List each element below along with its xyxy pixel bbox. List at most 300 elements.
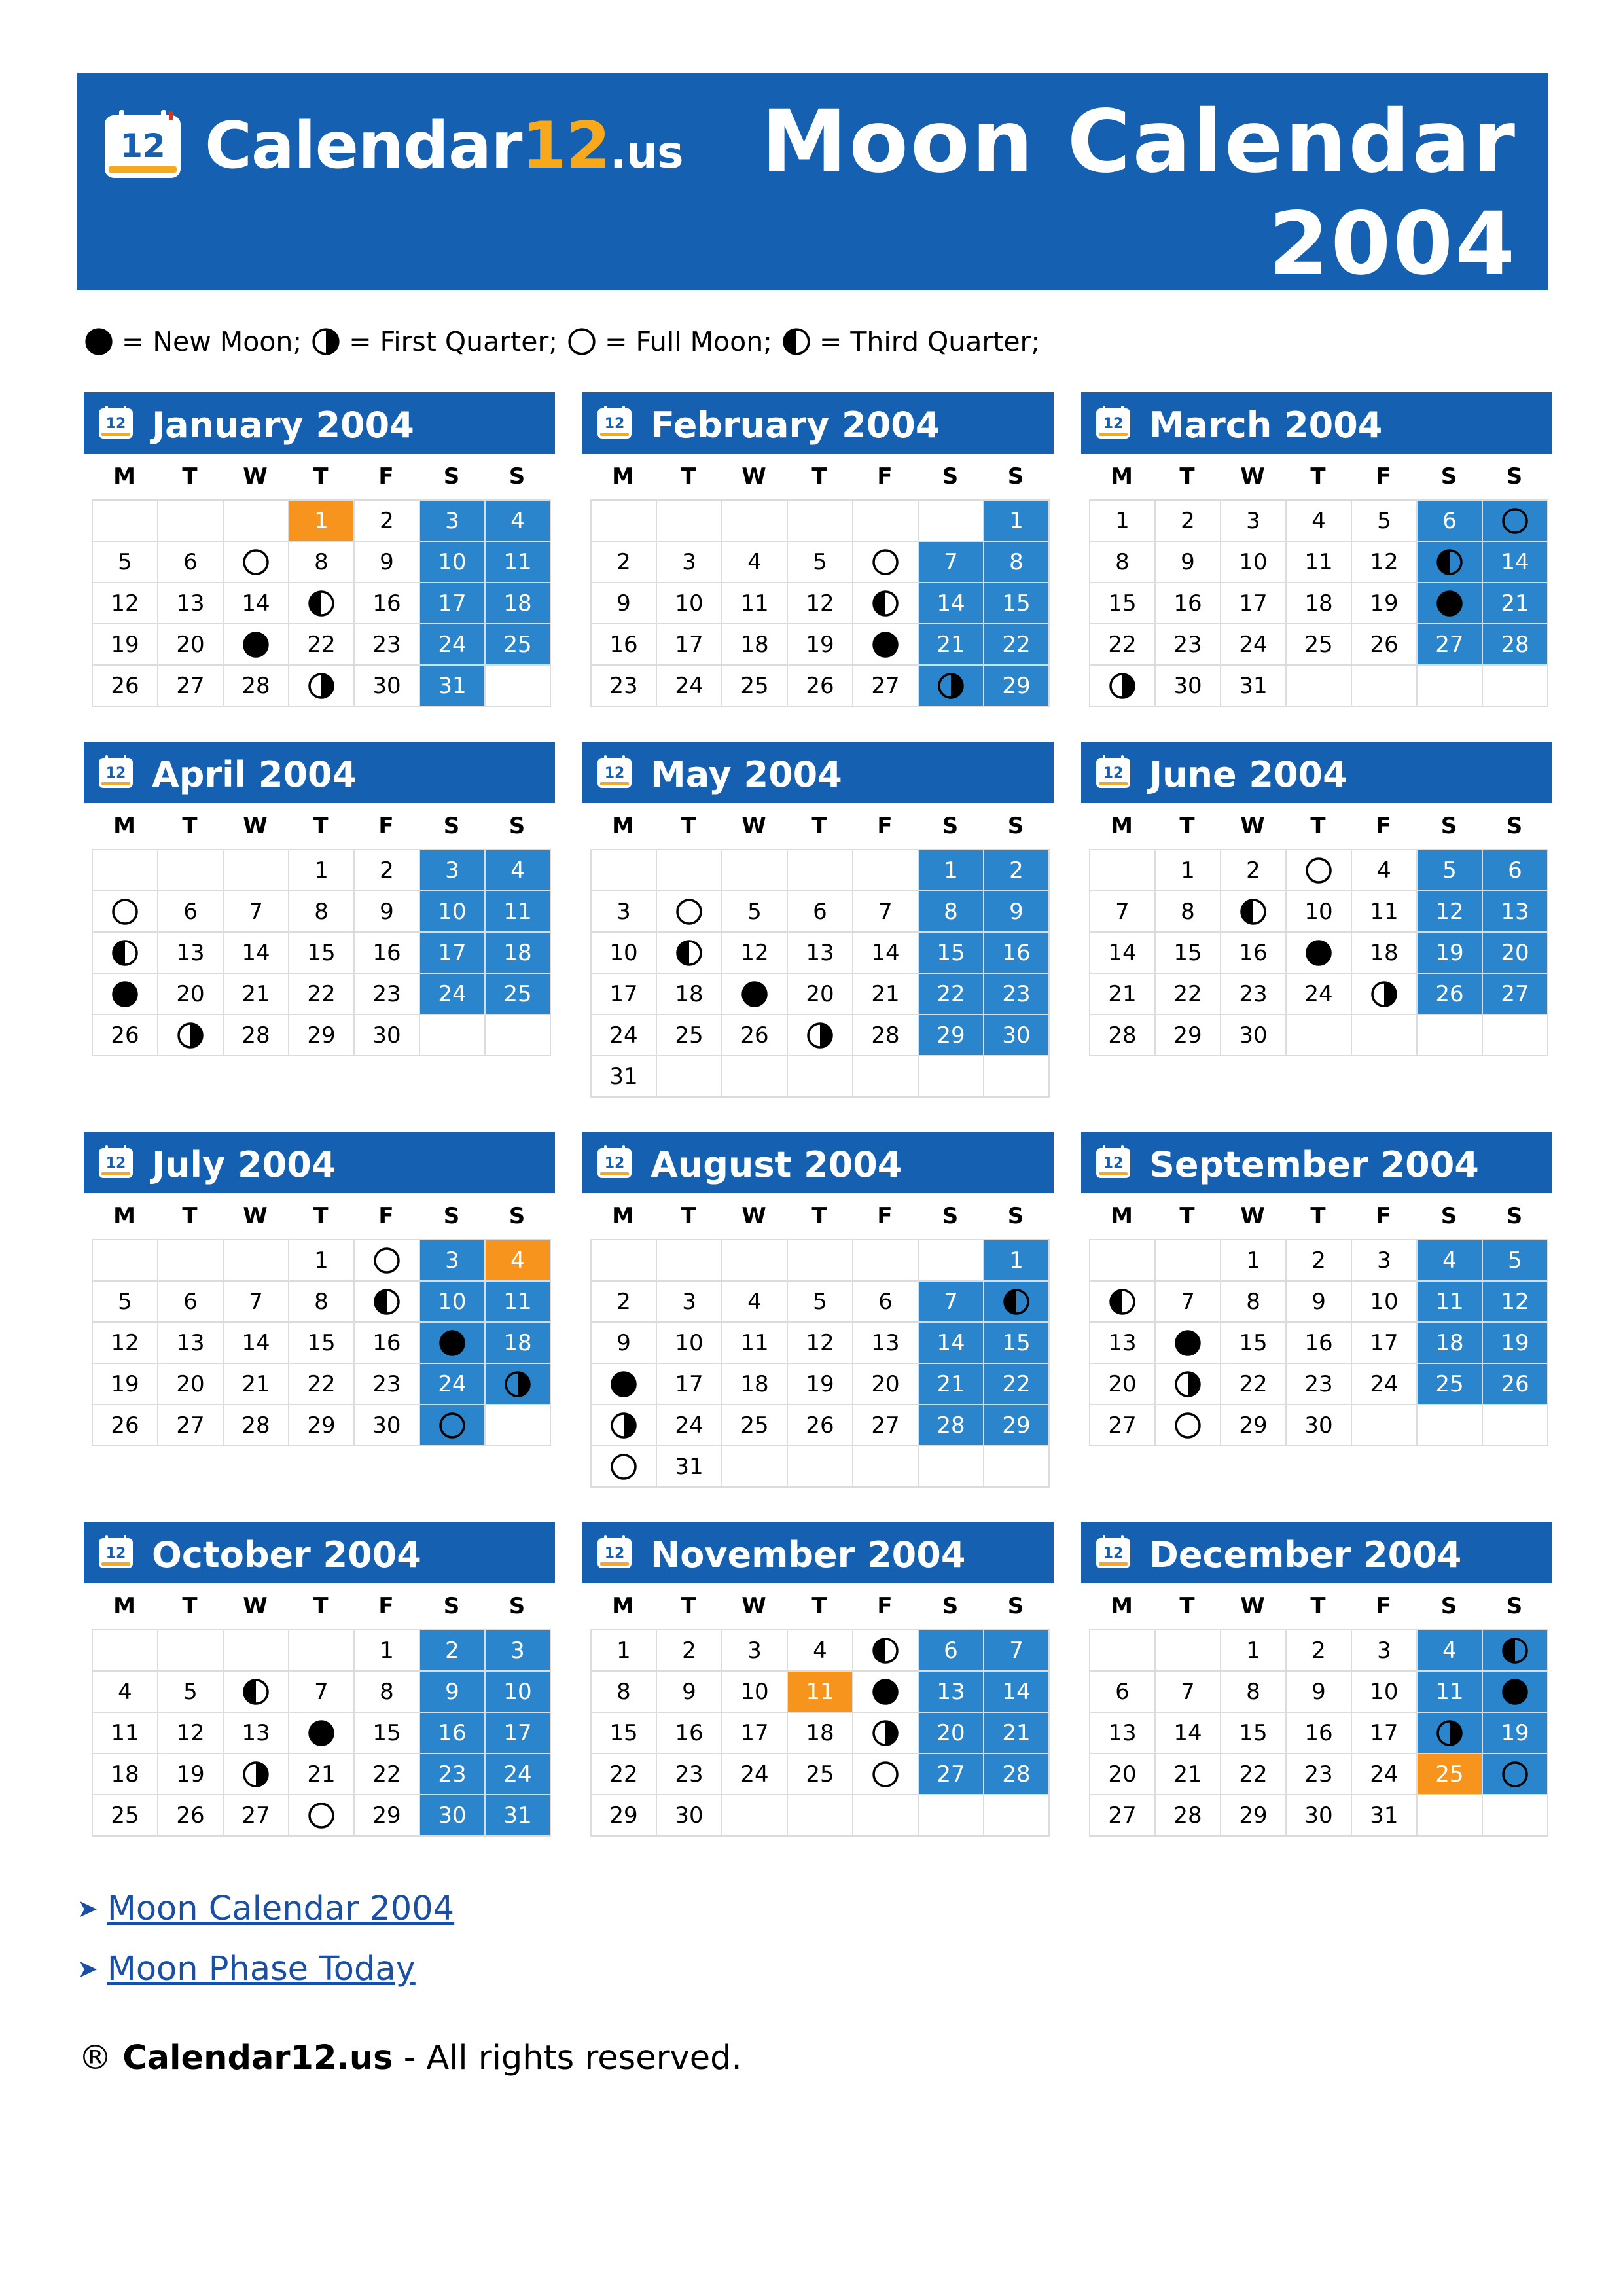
day-cell[interactable]: 4 xyxy=(485,500,550,541)
day-cell[interactable] xyxy=(656,932,722,973)
day-cell[interactable]: 21 xyxy=(918,624,984,665)
day-cell[interactable]: 11 xyxy=(485,891,550,932)
day-cell[interactable]: 12 xyxy=(92,1322,158,1363)
day-cell[interactable]: 26 xyxy=(1351,624,1417,665)
day-cell[interactable]: 20 xyxy=(918,1712,984,1753)
day-cell[interactable]: 8 xyxy=(591,1671,656,1712)
day-cell[interactable]: 30 xyxy=(1155,665,1221,706)
day-cell[interactable]: 20 xyxy=(1090,1363,1155,1405)
day-cell[interactable] xyxy=(591,1363,656,1405)
day-cell[interactable]: 29 xyxy=(289,1405,354,1446)
day-cell[interactable]: 27 xyxy=(1417,624,1482,665)
day-cell[interactable]: 16 xyxy=(1155,583,1221,624)
day-cell[interactable]: 15 xyxy=(354,1712,419,1753)
day-cell[interactable]: 10 xyxy=(419,891,485,932)
day-cell[interactable]: 2 xyxy=(419,1630,485,1671)
day-cell[interactable] xyxy=(289,1712,354,1753)
day-cell[interactable]: 18 xyxy=(722,1363,787,1405)
day-cell[interactable]: 2 xyxy=(984,850,1049,891)
day-cell[interactable]: 5 xyxy=(787,541,853,583)
day-cell[interactable] xyxy=(1090,1281,1155,1322)
day-cell[interactable]: 16 xyxy=(656,1712,722,1753)
day-cell[interactable]: 2 xyxy=(1221,850,1286,891)
day-cell[interactable]: 29 xyxy=(354,1795,419,1836)
day-cell[interactable]: 16 xyxy=(591,624,656,665)
day-cell[interactable]: 20 xyxy=(158,624,223,665)
day-cell[interactable]: 15 xyxy=(289,1322,354,1363)
day-cell[interactable]: 1 xyxy=(1221,1630,1286,1671)
day-cell[interactable]: 28 xyxy=(853,1014,918,1056)
day-cell[interactable] xyxy=(591,1446,656,1487)
day-cell[interactable] xyxy=(223,624,289,665)
day-cell[interactable]: 21 xyxy=(223,973,289,1014)
day-cell[interactable]: 24 xyxy=(1221,624,1286,665)
day-cell[interactable]: 13 xyxy=(787,932,853,973)
day-cell[interactable]: 13 xyxy=(1090,1322,1155,1363)
day-cell[interactable]: 10 xyxy=(485,1671,550,1712)
day-cell[interactable]: 12 xyxy=(787,583,853,624)
day-cell[interactable]: 18 xyxy=(1286,583,1351,624)
day-cell[interactable]: 16 xyxy=(1221,932,1286,973)
day-cell[interactable]: 30 xyxy=(984,1014,1049,1056)
day-cell[interactable]: 9 xyxy=(984,891,1049,932)
day-cell[interactable]: 15 xyxy=(591,1712,656,1753)
day-cell[interactable] xyxy=(591,1405,656,1446)
day-cell[interactable] xyxy=(92,932,158,973)
day-cell[interactable] xyxy=(787,1014,853,1056)
day-cell[interactable]: 25 xyxy=(92,1795,158,1836)
day-cell[interactable] xyxy=(354,1281,419,1322)
day-cell[interactable]: 28 xyxy=(223,665,289,706)
day-cell[interactable]: 6 xyxy=(158,541,223,583)
day-cell[interactable]: 4 xyxy=(1417,1240,1482,1281)
day-cell[interactable]: 4 xyxy=(787,1630,853,1671)
day-cell[interactable]: 22 xyxy=(918,973,984,1014)
moon-phase-today-link[interactable]: Moon Phase Today xyxy=(107,1949,416,1988)
day-cell[interactable] xyxy=(1417,541,1482,583)
day-cell[interactable]: 14 xyxy=(918,1322,984,1363)
day-cell[interactable]: 22 xyxy=(289,1363,354,1405)
day-cell[interactable]: 5 xyxy=(1482,1240,1548,1281)
day-cell[interactable]: 2 xyxy=(354,500,419,541)
day-cell[interactable]: 11 xyxy=(722,583,787,624)
day-cell[interactable]: 4 xyxy=(1286,500,1351,541)
day-cell[interactable]: 10 xyxy=(1351,1281,1417,1322)
day-cell[interactable]: 5 xyxy=(92,541,158,583)
day-cell[interactable]: 13 xyxy=(158,932,223,973)
day-cell[interactable]: 9 xyxy=(1286,1281,1351,1322)
day-cell[interactable]: 7 xyxy=(223,1281,289,1322)
day-cell[interactable]: 6 xyxy=(918,1630,984,1671)
day-cell[interactable] xyxy=(1286,850,1351,891)
day-cell[interactable]: 20 xyxy=(1482,932,1548,973)
day-cell[interactable]: 26 xyxy=(92,665,158,706)
day-cell[interactable]: 31 xyxy=(1351,1795,1417,1836)
day-cell[interactable]: 18 xyxy=(485,583,550,624)
day-cell[interactable]: 17 xyxy=(656,1363,722,1405)
day-cell[interactable]: 15 xyxy=(289,932,354,973)
day-cell[interactable]: 27 xyxy=(1090,1795,1155,1836)
day-cell[interactable]: 15 xyxy=(1155,932,1221,973)
day-cell[interactable]: 7 xyxy=(918,1281,984,1322)
day-cell[interactable]: 7 xyxy=(1090,891,1155,932)
day-cell[interactable]: 30 xyxy=(1286,1795,1351,1836)
day-cell[interactable]: 2 xyxy=(354,850,419,891)
day-cell[interactable]: 22 xyxy=(984,624,1049,665)
day-cell[interactable]: 7 xyxy=(984,1630,1049,1671)
day-cell[interactable]: 11 xyxy=(485,541,550,583)
day-cell[interactable]: 26 xyxy=(722,1014,787,1056)
day-cell[interactable]: 21 xyxy=(1090,973,1155,1014)
day-cell[interactable]: 7 xyxy=(918,541,984,583)
day-cell[interactable]: 3 xyxy=(591,891,656,932)
day-cell[interactable]: 27 xyxy=(223,1795,289,1836)
day-cell[interactable]: 27 xyxy=(158,665,223,706)
day-cell[interactable]: 22 xyxy=(289,624,354,665)
day-cell[interactable]: 3 xyxy=(419,850,485,891)
day-cell[interactable] xyxy=(656,891,722,932)
day-cell[interactable] xyxy=(1417,583,1482,624)
day-cell[interactable]: 28 xyxy=(1090,1014,1155,1056)
day-cell[interactable]: 14 xyxy=(1482,541,1548,583)
day-cell[interactable] xyxy=(1155,1322,1221,1363)
day-cell[interactable]: 12 xyxy=(1351,541,1417,583)
day-cell[interactable]: 25 xyxy=(1286,624,1351,665)
day-cell[interactable] xyxy=(853,583,918,624)
day-cell[interactable] xyxy=(158,1014,223,1056)
day-cell[interactable]: 7 xyxy=(289,1671,354,1712)
day-cell[interactable]: 1 xyxy=(289,500,354,541)
day-cell[interactable]: 10 xyxy=(1221,541,1286,583)
day-cell[interactable]: 9 xyxy=(591,583,656,624)
day-cell[interactable]: 28 xyxy=(1482,624,1548,665)
day-cell[interactable]: 5 xyxy=(787,1281,853,1322)
day-cell[interactable]: 24 xyxy=(722,1753,787,1795)
day-cell[interactable]: 21 xyxy=(853,973,918,1014)
day-cell[interactable]: 15 xyxy=(1221,1712,1286,1753)
day-cell[interactable]: 28 xyxy=(1155,1795,1221,1836)
day-cell[interactable]: 9 xyxy=(354,891,419,932)
day-cell[interactable]: 8 xyxy=(289,541,354,583)
day-cell[interactable]: 26 xyxy=(787,1405,853,1446)
day-cell[interactable]: 22 xyxy=(1090,624,1155,665)
day-cell[interactable]: 24 xyxy=(419,624,485,665)
day-cell[interactable] xyxy=(1286,932,1351,973)
day-cell[interactable]: 21 xyxy=(223,1363,289,1405)
day-cell[interactable]: 31 xyxy=(419,665,485,706)
day-cell[interactable] xyxy=(1482,1671,1548,1712)
day-cell[interactable]: 16 xyxy=(354,932,419,973)
day-cell[interactable]: 23 xyxy=(419,1753,485,1795)
day-cell[interactable] xyxy=(853,624,918,665)
day-cell[interactable] xyxy=(92,973,158,1014)
day-cell[interactable]: 29 xyxy=(289,1014,354,1056)
day-cell[interactable]: 5 xyxy=(92,1281,158,1322)
day-cell[interactable]: 30 xyxy=(419,1795,485,1836)
day-cell[interactable]: 19 xyxy=(787,1363,853,1405)
day-cell[interactable]: 10 xyxy=(656,583,722,624)
day-cell[interactable]: 11 xyxy=(1417,1671,1482,1712)
day-cell[interactable] xyxy=(92,891,158,932)
day-cell[interactable]: 28 xyxy=(918,1405,984,1446)
day-cell[interactable]: 9 xyxy=(354,541,419,583)
day-cell[interactable]: 11 xyxy=(485,1281,550,1322)
day-cell[interactable] xyxy=(1155,1405,1221,1446)
day-cell[interactable]: 3 xyxy=(1351,1240,1417,1281)
day-cell[interactable]: 30 xyxy=(1221,1014,1286,1056)
brand-logo-text[interactable] xyxy=(205,107,683,192)
day-cell[interactable]: 10 xyxy=(419,541,485,583)
day-cell[interactable]: 25 xyxy=(485,624,550,665)
day-cell[interactable]: 20 xyxy=(853,1363,918,1405)
day-cell[interactable]: 11 xyxy=(722,1322,787,1363)
day-cell[interactable]: 19 xyxy=(158,1753,223,1795)
day-cell[interactable]: 11 xyxy=(787,1671,853,1712)
day-cell[interactable]: 29 xyxy=(918,1014,984,1056)
day-cell[interactable]: 17 xyxy=(419,932,485,973)
day-cell[interactable] xyxy=(1482,1630,1548,1671)
day-cell[interactable]: 11 xyxy=(1417,1281,1482,1322)
day-cell[interactable]: 5 xyxy=(158,1671,223,1712)
day-cell[interactable]: 3 xyxy=(1351,1630,1417,1671)
day-cell[interactable]: 23 xyxy=(591,665,656,706)
day-cell[interactable]: 17 xyxy=(485,1712,550,1753)
day-cell[interactable]: 19 xyxy=(1482,1322,1548,1363)
day-cell[interactable] xyxy=(984,1281,1049,1322)
day-cell[interactable]: 15 xyxy=(1221,1322,1286,1363)
day-cell[interactable]: 23 xyxy=(1221,973,1286,1014)
day-cell[interactable]: 24 xyxy=(656,1405,722,1446)
day-cell[interactable]: 26 xyxy=(158,1795,223,1836)
day-cell[interactable]: 28 xyxy=(984,1753,1049,1795)
day-cell[interactable]: 15 xyxy=(1090,583,1155,624)
day-cell[interactable]: 1 xyxy=(1155,850,1221,891)
day-cell[interactable]: 22 xyxy=(289,973,354,1014)
day-cell[interactable]: 26 xyxy=(92,1014,158,1056)
day-cell[interactable]: 3 xyxy=(485,1630,550,1671)
day-cell[interactable]: 1 xyxy=(289,1240,354,1281)
day-cell[interactable]: 7 xyxy=(223,891,289,932)
day-cell[interactable]: 4 xyxy=(1417,1630,1482,1671)
day-cell[interactable]: 29 xyxy=(984,1405,1049,1446)
day-cell[interactable] xyxy=(289,665,354,706)
day-cell[interactable]: 27 xyxy=(1482,973,1548,1014)
day-cell[interactable]: 29 xyxy=(1221,1405,1286,1446)
day-cell[interactable]: 14 xyxy=(223,1322,289,1363)
day-cell[interactable]: 4 xyxy=(1351,850,1417,891)
day-cell[interactable]: 17 xyxy=(591,973,656,1014)
day-cell[interactable]: 31 xyxy=(485,1795,550,1836)
day-cell[interactable]: 13 xyxy=(918,1671,984,1712)
day-cell[interactable]: 1 xyxy=(1090,500,1155,541)
day-cell[interactable]: 22 xyxy=(1155,973,1221,1014)
day-cell[interactable]: 7 xyxy=(1155,1281,1221,1322)
day-cell[interactable]: 23 xyxy=(656,1753,722,1795)
day-cell[interactable]: 12 xyxy=(722,932,787,973)
day-cell[interactable]: 6 xyxy=(1482,850,1548,891)
day-cell[interactable]: 16 xyxy=(354,583,419,624)
day-cell[interactable]: 22 xyxy=(1221,1753,1286,1795)
day-cell[interactable] xyxy=(918,665,984,706)
day-cell[interactable]: 21 xyxy=(1155,1753,1221,1795)
day-cell[interactable] xyxy=(485,1363,550,1405)
day-cell[interactable]: 13 xyxy=(223,1712,289,1753)
day-cell[interactable]: 21 xyxy=(289,1753,354,1795)
day-cell[interactable]: 18 xyxy=(787,1712,853,1753)
day-cell[interactable]: 14 xyxy=(853,932,918,973)
day-cell[interactable]: 8 xyxy=(918,891,984,932)
day-cell[interactable]: 2 xyxy=(1286,1630,1351,1671)
day-cell[interactable]: 7 xyxy=(1155,1671,1221,1712)
day-cell[interactable]: 3 xyxy=(1221,500,1286,541)
day-cell[interactable]: 1 xyxy=(984,500,1049,541)
day-cell[interactable]: 23 xyxy=(1286,1363,1351,1405)
day-cell[interactable] xyxy=(722,973,787,1014)
day-cell[interactable]: 19 xyxy=(92,624,158,665)
day-cell[interactable]: 30 xyxy=(354,665,419,706)
day-cell[interactable]: 1 xyxy=(918,850,984,891)
day-cell[interactable]: 30 xyxy=(354,1405,419,1446)
day-cell[interactable]: 14 xyxy=(1155,1712,1221,1753)
day-cell[interactable]: 16 xyxy=(419,1712,485,1753)
day-cell[interactable]: 7 xyxy=(853,891,918,932)
day-cell[interactable]: 29 xyxy=(1221,1795,1286,1836)
day-cell[interactable]: 24 xyxy=(1286,973,1351,1014)
day-cell[interactable] xyxy=(853,1753,918,1795)
day-cell[interactable]: 31 xyxy=(656,1446,722,1487)
day-cell[interactable] xyxy=(419,1405,485,1446)
day-cell[interactable]: 17 xyxy=(656,624,722,665)
day-cell[interactable]: 1 xyxy=(984,1240,1049,1281)
day-cell[interactable]: 22 xyxy=(1221,1363,1286,1405)
day-cell[interactable]: 4 xyxy=(722,541,787,583)
day-cell[interactable]: 1 xyxy=(354,1630,419,1671)
day-cell[interactable]: 1 xyxy=(591,1630,656,1671)
day-cell[interactable]: 9 xyxy=(1286,1671,1351,1712)
day-cell[interactable]: 16 xyxy=(1286,1712,1351,1753)
day-cell[interactable]: 23 xyxy=(1286,1753,1351,1795)
day-cell[interactable]: 3 xyxy=(656,541,722,583)
day-cell[interactable]: 20 xyxy=(158,1363,223,1405)
day-cell[interactable]: 4 xyxy=(485,850,550,891)
day-cell[interactable]: 6 xyxy=(787,891,853,932)
day-cell[interactable] xyxy=(354,1240,419,1281)
day-cell[interactable]: 4 xyxy=(722,1281,787,1322)
day-cell[interactable]: 13 xyxy=(158,583,223,624)
day-cell[interactable] xyxy=(1090,665,1155,706)
day-cell[interactable]: 14 xyxy=(918,583,984,624)
day-cell[interactable]: 18 xyxy=(722,624,787,665)
day-cell[interactable]: 13 xyxy=(1482,891,1548,932)
day-cell[interactable]: 4 xyxy=(92,1671,158,1712)
day-cell[interactable]: 2 xyxy=(1155,500,1221,541)
day-cell[interactable]: 10 xyxy=(1286,891,1351,932)
day-cell[interactable]: 2 xyxy=(1286,1240,1351,1281)
day-cell[interactable]: 24 xyxy=(419,973,485,1014)
day-cell[interactable]: 15 xyxy=(918,932,984,973)
day-cell[interactable]: 1 xyxy=(289,850,354,891)
day-cell[interactable]: 27 xyxy=(158,1405,223,1446)
day-cell[interactable]: 20 xyxy=(1090,1753,1155,1795)
day-cell[interactable]: 1 xyxy=(1221,1240,1286,1281)
day-cell[interactable]: 24 xyxy=(485,1753,550,1795)
day-cell[interactable] xyxy=(1482,500,1548,541)
day-cell[interactable]: 14 xyxy=(984,1671,1049,1712)
day-cell[interactable]: 19 xyxy=(787,624,853,665)
day-cell[interactable]: 19 xyxy=(1482,1712,1548,1753)
day-cell[interactable]: 3 xyxy=(656,1281,722,1322)
day-cell[interactable]: 25 xyxy=(1417,1753,1482,1795)
day-cell[interactable]: 25 xyxy=(485,973,550,1014)
day-cell[interactable]: 2 xyxy=(591,1281,656,1322)
day-cell[interactable]: 22 xyxy=(354,1753,419,1795)
day-cell[interactable]: 23 xyxy=(354,1363,419,1405)
day-cell[interactable]: 25 xyxy=(722,1405,787,1446)
day-cell[interactable]: 11 xyxy=(1286,541,1351,583)
day-cell[interactable] xyxy=(289,583,354,624)
day-cell[interactable]: 9 xyxy=(656,1671,722,1712)
day-cell[interactable]: 23 xyxy=(354,624,419,665)
day-cell[interactable]: 12 xyxy=(92,583,158,624)
day-cell[interactable]: 18 xyxy=(485,932,550,973)
day-cell[interactable] xyxy=(1155,1363,1221,1405)
day-cell[interactable]: 29 xyxy=(984,665,1049,706)
day-cell[interactable]: 13 xyxy=(1090,1712,1155,1753)
day-cell[interactable] xyxy=(853,1712,918,1753)
day-cell[interactable] xyxy=(223,541,289,583)
day-cell[interactable]: 17 xyxy=(1351,1322,1417,1363)
day-cell[interactable]: 26 xyxy=(92,1405,158,1446)
day-cell[interactable]: 25 xyxy=(722,665,787,706)
day-cell[interactable]: 27 xyxy=(853,1405,918,1446)
day-cell[interactable]: 3 xyxy=(419,500,485,541)
day-cell[interactable]: 17 xyxy=(419,583,485,624)
day-cell[interactable]: 14 xyxy=(223,932,289,973)
day-cell[interactable]: 23 xyxy=(354,973,419,1014)
day-cell[interactable]: 30 xyxy=(1286,1405,1351,1446)
day-cell[interactable]: 26 xyxy=(1417,973,1482,1014)
day-cell[interactable] xyxy=(419,1322,485,1363)
day-cell[interactable]: 15 xyxy=(984,1322,1049,1363)
day-cell[interactable] xyxy=(223,1753,289,1795)
day-cell[interactable]: 26 xyxy=(1482,1363,1548,1405)
day-cell[interactable]: 30 xyxy=(354,1014,419,1056)
day-cell[interactable]: 14 xyxy=(1090,932,1155,973)
day-cell[interactable] xyxy=(289,1795,354,1836)
day-cell[interactable]: 8 xyxy=(1221,1671,1286,1712)
day-cell[interactable]: 25 xyxy=(656,1014,722,1056)
day-cell[interactable]: 27 xyxy=(1090,1405,1155,1446)
day-cell[interactable]: 5 xyxy=(722,891,787,932)
day-cell[interactable]: 8 xyxy=(1221,1281,1286,1322)
day-cell[interactable]: 29 xyxy=(591,1795,656,1836)
day-cell[interactable]: 13 xyxy=(158,1322,223,1363)
day-cell[interactable]: 12 xyxy=(787,1322,853,1363)
day-cell[interactable]: 14 xyxy=(223,583,289,624)
day-cell[interactable]: 28 xyxy=(223,1405,289,1446)
day-cell[interactable]: 3 xyxy=(419,1240,485,1281)
moon-calendar-link[interactable]: Moon Calendar 2004 xyxy=(107,1889,455,1928)
day-cell[interactable]: 25 xyxy=(1417,1363,1482,1405)
day-cell[interactable]: 6 xyxy=(158,1281,223,1322)
day-cell[interactable]: 19 xyxy=(1351,583,1417,624)
day-cell[interactable]: 27 xyxy=(918,1753,984,1795)
day-cell[interactable]: 10 xyxy=(656,1322,722,1363)
day-cell[interactable]: 18 xyxy=(485,1322,550,1363)
day-cell[interactable]: 24 xyxy=(591,1014,656,1056)
day-cell[interactable]: 3 xyxy=(722,1630,787,1671)
day-cell[interactable] xyxy=(853,1671,918,1712)
